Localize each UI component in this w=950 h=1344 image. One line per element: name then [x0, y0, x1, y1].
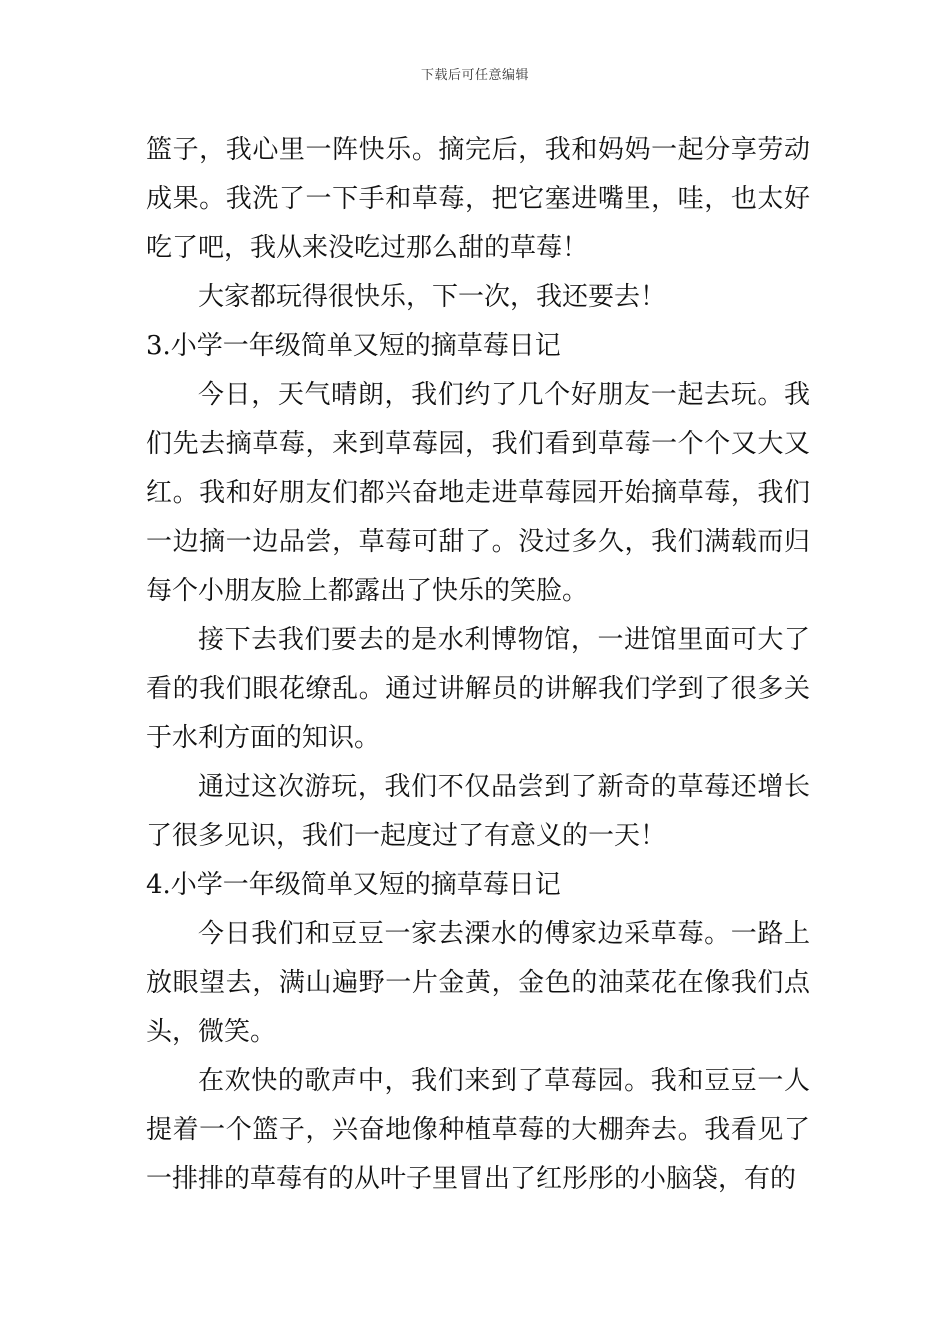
page-header: 下载后可任意编辑 — [420, 68, 529, 83]
paragraph-1: 篮子，我心里一阵快乐。摘完后，我和妈妈一起分享劳动成果。我洗了一下手和草莓，把它塞进嘴里，哇，也太好吃了吧，我从来没吃过那么甜的草莓！ — [146, 135, 810, 263]
section-heading-3: 3.小学一年级简单又短的摘草莓日记 — [146, 331, 561, 361]
paragraph-7: 在欢快的歌声中，我们来到了草莓园。我和豆豆一人提着一个篮子，兴奋地像种植草莓的大棚奔去。我看见了一排排的草莓有的从叶子里冒出了红彤彤的小脑袋，有的 — [146, 1066, 810, 1194]
paragraph-3: 今日，天气晴朗，我们约了几个好朋友一起去玩。我们先去摘草莓，来到草莓园，我们看到草莓一个个又大又红。我和好朋友们都兴奋地走进草莓园开始摘草莓，我们一边摘一边品尝，草莓可甜了。没过多久，我们满载而归每个小朋友脸上都露出了快乐的笑脸。 — [146, 380, 810, 606]
paragraph-5: 通过这次游玩，我们不仅品尝到了新奇的草莓还增长了很多见识，我们一起度过了有意义的一天！ — [146, 772, 810, 851]
paragraph-6: 今日我们和豆豆一家去溧水的傅家边采草莓。一路上放眼望去，满山遍野一片金黄，金色的油菜花在像我们点头，微笑。 — [146, 919, 810, 1047]
section-heading-4: 4.小学一年级简单又短的摘草莓日记 — [146, 870, 561, 900]
paragraph-4: 接下去我们要去的是水利博物馆，一进馆里面可大了看的我们眼花缭乱。通过讲解员的讲解我们学到了很多关于水利方面的知识。 — [146, 625, 810, 753]
document-body — [146, 126, 810, 1204]
paragraph-2: 大家都玩得很快乐，下一次，我还要去！ — [198, 282, 667, 312]
